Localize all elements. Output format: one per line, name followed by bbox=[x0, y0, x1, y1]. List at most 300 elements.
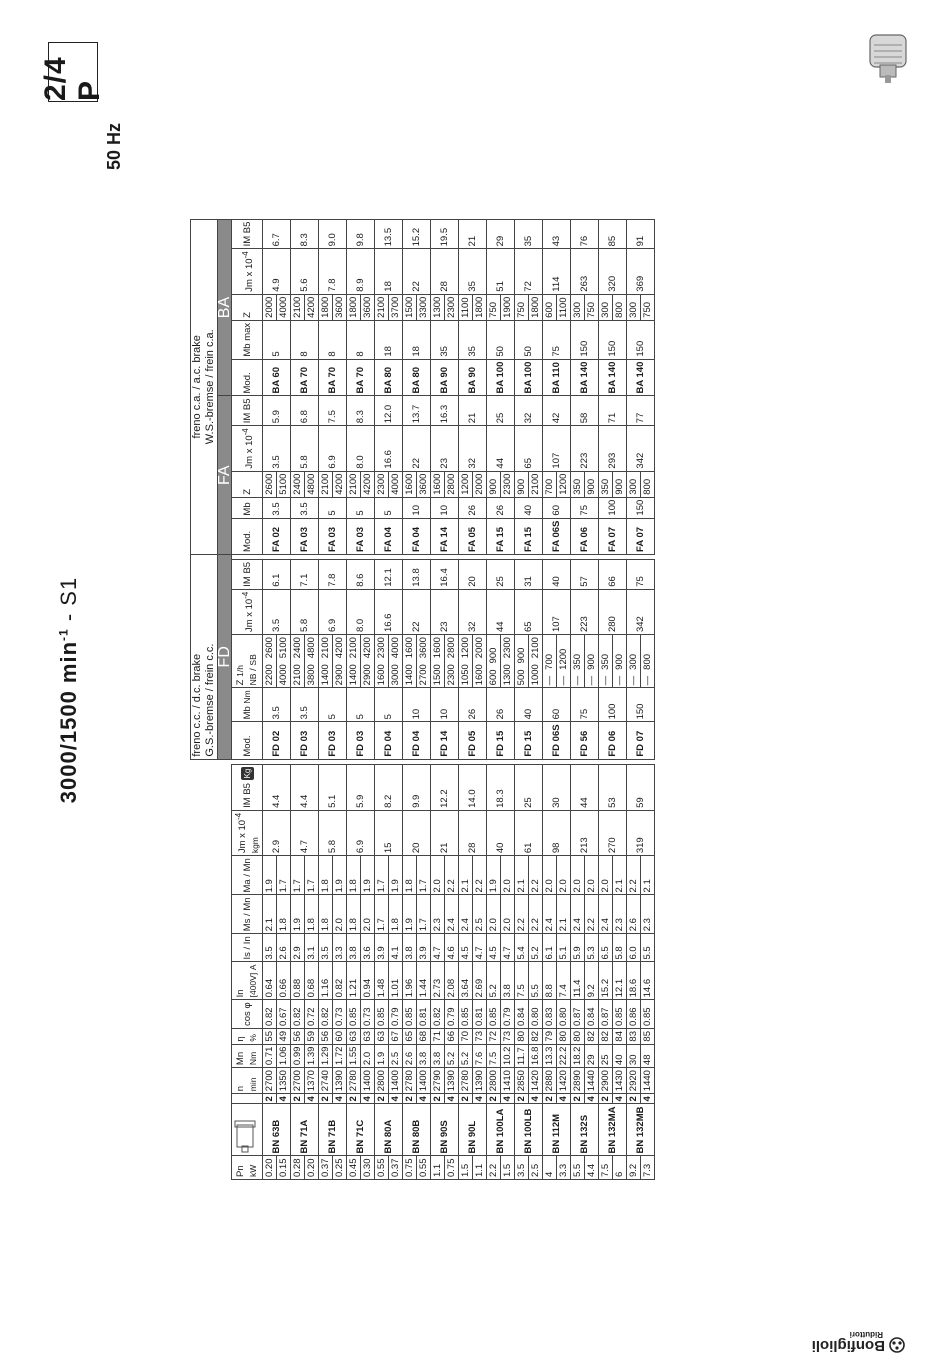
is-cell: 5.9 bbox=[571, 934, 585, 962]
fd-mb-cell: 75 bbox=[571, 688, 599, 722]
is-cell: 3.5 bbox=[263, 934, 277, 962]
is-cell: 5.8 bbox=[613, 934, 627, 962]
jm-cell: 61 bbox=[515, 810, 543, 855]
ba-mod-cell: BA 90 bbox=[431, 359, 459, 396]
fd-nb-value: 1600 bbox=[376, 664, 388, 686]
ba-z0-cell: 1500 bbox=[403, 294, 417, 320]
eta-cell: 80 bbox=[557, 1028, 571, 1044]
cos-cell: 0.82 bbox=[263, 1000, 277, 1029]
col-fa-mod: Mod. bbox=[232, 518, 263, 554]
ms-cell: 2.4 bbox=[459, 895, 473, 934]
ms-cell: 2.4 bbox=[571, 895, 585, 934]
fd-nb-value: 2300 bbox=[446, 664, 458, 686]
ba-mod-cell: BA 80 bbox=[375, 359, 403, 396]
jm-cell: 2.9 bbox=[263, 810, 291, 855]
cos-cell: 0.73 bbox=[361, 1000, 375, 1029]
ba-z0-cell: 800 bbox=[613, 294, 627, 320]
fd-kg-cell: 16.4 bbox=[431, 559, 459, 589]
spacer bbox=[571, 759, 585, 764]
poles-cell: 4 bbox=[529, 1094, 543, 1104]
fa-mb-cell: 3.5 bbox=[263, 497, 291, 518]
in-cell: 9.2 bbox=[585, 962, 599, 1000]
fa-mb-cell: 60 bbox=[543, 497, 571, 518]
spacer bbox=[333, 759, 347, 764]
ba-mod-cell: BA 90 bbox=[459, 359, 487, 396]
ba-z0-cell: 3700 bbox=[389, 294, 403, 320]
ba-z0-cell: 300 bbox=[627, 294, 641, 320]
fa-z0-cell: 2000 bbox=[473, 471, 487, 497]
spacer bbox=[571, 554, 585, 559]
col-poles bbox=[232, 1094, 263, 1104]
cos-cell: 0.87 bbox=[599, 1000, 613, 1029]
fd-nb-value: 1000 bbox=[530, 664, 542, 686]
fd-sb-value: 2800 bbox=[446, 637, 458, 659]
fa-mod-cell: FA 05 bbox=[459, 518, 487, 554]
spacer bbox=[529, 759, 543, 764]
fd-kg-cell: 40 bbox=[543, 559, 571, 589]
jm-cell: 21 bbox=[431, 810, 459, 855]
ba-z0-cell: 4000 bbox=[277, 294, 291, 320]
ms-cell: 2.5 bbox=[473, 895, 487, 934]
cos-cell: 0.86 bbox=[627, 1000, 641, 1029]
n-cell: 2780 bbox=[403, 1068, 417, 1094]
cos-cell: 0.73 bbox=[333, 1000, 347, 1029]
ba-z0-cell: 300 bbox=[599, 294, 613, 320]
spacer bbox=[613, 759, 627, 764]
fd-nb-value: 1300 bbox=[502, 664, 514, 686]
ms-cell: 2.6 bbox=[627, 895, 641, 934]
jm-cell: 15 bbox=[375, 810, 403, 855]
spacer bbox=[277, 554, 291, 559]
fd-z0-cell bbox=[557, 635, 571, 688]
in-cell: 2.08 bbox=[445, 962, 459, 1000]
ba-z0-cell: 1800 bbox=[473, 294, 487, 320]
eta-cell: 70 bbox=[459, 1028, 473, 1044]
fa-mod-cell: FA 15 bbox=[487, 518, 515, 554]
spacer bbox=[627, 759, 641, 764]
jm-cell: 20 bbox=[403, 810, 431, 855]
ba-jm-cell: 22 bbox=[403, 249, 431, 294]
is-cell: 5.4 bbox=[515, 934, 529, 962]
fd-mod-cell: FD 03 bbox=[347, 722, 375, 759]
fa-mod-cell: FA 15 bbox=[515, 518, 543, 554]
fa-jm-cell: 44 bbox=[487, 426, 515, 471]
speed-rating bbox=[56, 470, 82, 910]
ma-cell: 1.9 bbox=[487, 856, 501, 895]
eta-cell: 79 bbox=[543, 1028, 557, 1044]
fd-kg-cell: 75 bbox=[627, 559, 655, 589]
fd-mod-cell: FD 06 bbox=[599, 722, 627, 759]
n-cell: 1390 bbox=[473, 1068, 487, 1094]
ba-mod-cell: BA 140 bbox=[571, 359, 599, 396]
bonfiglioli-logo-icon bbox=[889, 1338, 905, 1354]
fd-z0-cell bbox=[571, 635, 585, 688]
ms-cell: 1.7 bbox=[375, 895, 389, 934]
fd-mb-cell: 5 bbox=[319, 688, 347, 722]
mn-cell: 1.72 bbox=[333, 1044, 347, 1068]
ba-z0-cell: 1300 bbox=[431, 294, 445, 320]
spacer bbox=[403, 759, 417, 764]
pn-cell: 2.2 bbox=[487, 1156, 501, 1180]
ms-cell: 1.9 bbox=[291, 895, 305, 934]
fa-z0-cell: 800 bbox=[641, 471, 655, 497]
ms-cell: 1.8 bbox=[305, 895, 319, 934]
ba-jm-cell: 369 bbox=[627, 249, 655, 294]
fd-nb-value: — bbox=[586, 675, 598, 686]
col-in: In [400V] A bbox=[232, 962, 263, 1000]
fd-z0-cell bbox=[459, 635, 473, 688]
ma-cell: 1.8 bbox=[319, 856, 333, 895]
is-cell: 6.0 bbox=[627, 934, 641, 962]
cos-cell: 0.84 bbox=[585, 1000, 599, 1029]
spacer bbox=[585, 554, 599, 559]
fd-sb-value: 4000 bbox=[390, 637, 402, 659]
fa-z0-cell: 3600 bbox=[417, 471, 431, 497]
n-cell: 1390 bbox=[333, 1068, 347, 1094]
mn-cell: 1.39 bbox=[305, 1044, 319, 1068]
fd-sb-value: 4800 bbox=[306, 637, 318, 659]
table-row bbox=[319, 219, 333, 1179]
fd-nb-value: — bbox=[600, 675, 612, 686]
fd-mb-cell: 3.5 bbox=[263, 688, 291, 722]
ms-cell: 2.4 bbox=[445, 895, 459, 934]
poles-cell: 4 bbox=[305, 1094, 319, 1104]
fd-code: FD bbox=[218, 554, 232, 759]
ba-mb-cell: 8 bbox=[291, 320, 319, 359]
fa-mod-cell: FA 07 bbox=[627, 518, 655, 554]
in-cell: 1.44 bbox=[417, 962, 431, 1000]
fd-nb-value: — bbox=[572, 675, 584, 686]
fd-z0-cell bbox=[417, 635, 431, 688]
col-fd-z0: Z 1/h NB / SB bbox=[232, 635, 263, 688]
col-jm: Jm x $10^{-4}$ kgm bbox=[232, 810, 263, 855]
spacer bbox=[263, 554, 277, 559]
pn-cell: 9.2 bbox=[627, 1156, 641, 1180]
fa-z0-cell: 350 bbox=[599, 471, 613, 497]
fd-nb-value: 2900 bbox=[334, 664, 346, 686]
eta-cell: 63 bbox=[375, 1028, 389, 1044]
fd-nb-value: 1500 bbox=[432, 664, 444, 686]
ma-cell: 2.2 bbox=[529, 856, 543, 895]
jm-cell: 6.9 bbox=[347, 810, 375, 855]
mn-cell: 30 bbox=[627, 1044, 641, 1068]
ms-cell: 2.3 bbox=[613, 895, 627, 934]
ba-z0-cell: 750 bbox=[515, 294, 529, 320]
fd-jm-cell: 22 bbox=[403, 589, 431, 634]
jm-cell: 40 bbox=[487, 810, 515, 855]
ba-z0-cell: 1800 bbox=[319, 294, 333, 320]
is-cell: 3.5 bbox=[319, 934, 333, 962]
motor-cell: BN 80B bbox=[403, 1104, 431, 1156]
spacer bbox=[641, 554, 655, 559]
poles-cell: 2 bbox=[431, 1094, 445, 1104]
fa-mod-cell: FA 02 bbox=[263, 518, 291, 554]
spacer bbox=[487, 554, 501, 559]
col-ma-mn: Ma / Mn bbox=[232, 856, 263, 895]
motor-cell: BN 100LB bbox=[515, 1104, 543, 1156]
fd-nb-value: 1050 bbox=[460, 664, 472, 686]
ba-mod-cell: BA 110 bbox=[543, 359, 571, 396]
spacer bbox=[543, 554, 557, 559]
fa-kg-cell: 42 bbox=[543, 396, 571, 426]
is-cell: 4.7 bbox=[473, 934, 487, 962]
eta-cell: 67 bbox=[389, 1028, 403, 1044]
fd-z0-cell bbox=[515, 635, 529, 688]
mn-cell: 25 bbox=[599, 1044, 613, 1068]
fa-mb-cell: 10 bbox=[431, 497, 459, 518]
fd-jm-cell: 44 bbox=[487, 589, 515, 634]
in-cell: 15.2 bbox=[599, 962, 613, 1000]
spacer bbox=[515, 554, 529, 559]
motor-cell: BN 71C bbox=[347, 1104, 375, 1156]
ba-jm-cell: 8.9 bbox=[347, 249, 375, 294]
col-fa-jm: Jm x $10^{-4}$ bbox=[232, 426, 263, 471]
fd-mb-cell: 40 bbox=[515, 688, 543, 722]
spacer bbox=[445, 554, 459, 559]
pn-cell: 0.28 bbox=[291, 1156, 305, 1180]
spacer bbox=[585, 759, 599, 764]
ba-jm-cell: 18 bbox=[375, 249, 403, 294]
fd-z0-cell bbox=[445, 635, 459, 688]
eta-cell: 56 bbox=[319, 1028, 333, 1044]
cos-cell: 0.85 bbox=[403, 1000, 417, 1029]
fa-mod-cell: FA 03 bbox=[347, 518, 375, 554]
fd-sb-value: 900 bbox=[586, 653, 598, 670]
poles-cell: 2 bbox=[571, 1094, 585, 1104]
poles-cell: 4 bbox=[501, 1094, 515, 1104]
in-cell: 8.8 bbox=[543, 962, 557, 1000]
ba-mb-cell: 150 bbox=[599, 320, 627, 359]
fd-z0-cell bbox=[291, 635, 305, 688]
eta-cell: 73 bbox=[501, 1028, 515, 1044]
ba-mod-cell: BA 100 bbox=[515, 359, 543, 396]
in-cell: 7.5 bbox=[515, 962, 529, 1000]
n-cell: 2780 bbox=[459, 1068, 473, 1094]
brand-sub: Riduttori bbox=[849, 1330, 883, 1339]
fd-nb-value: — bbox=[628, 675, 640, 686]
spacer bbox=[473, 554, 487, 559]
fd-mod-cell: FD 04 bbox=[375, 722, 403, 759]
col-mn: Mn Nm bbox=[232, 1044, 263, 1068]
spacer bbox=[403, 554, 417, 559]
motor-cell: BN 63B bbox=[263, 1104, 291, 1156]
ba-z0-cell: 750 bbox=[487, 294, 501, 320]
ba-jm-cell: 4.9 bbox=[263, 249, 291, 294]
n-cell: 2700 bbox=[291, 1068, 305, 1094]
fd-mb-cell: 100 bbox=[599, 688, 627, 722]
is-cell: 5.3 bbox=[585, 934, 599, 962]
ma-cell: 2.2 bbox=[445, 856, 459, 895]
eta-cell: 82 bbox=[529, 1028, 543, 1044]
kg-cell: 5.1 bbox=[319, 764, 347, 810]
brake-title-row bbox=[191, 219, 218, 1179]
pn-cell: 1.1 bbox=[473, 1156, 487, 1180]
col-motor bbox=[232, 1104, 263, 1156]
col-fa-mb: Mb bbox=[232, 497, 263, 518]
n-cell: 1440 bbox=[641, 1068, 655, 1094]
kg-cell: 14.0 bbox=[459, 764, 487, 810]
is-cell: 2.9 bbox=[291, 934, 305, 962]
ma-cell: 2.0 bbox=[571, 856, 585, 895]
ma-cell: 1.7 bbox=[305, 856, 319, 895]
fd-sb-value: 5100 bbox=[278, 637, 290, 659]
fd-nb-value: 2200 bbox=[264, 664, 276, 686]
motor-cell: BN 90L bbox=[459, 1104, 487, 1156]
in-cell: 3.8 bbox=[501, 962, 515, 1000]
spacer bbox=[291, 554, 305, 559]
fd-jm-cell: 280 bbox=[599, 589, 627, 634]
fd-nb-value: 1400 bbox=[320, 664, 332, 686]
ba-jm-cell: 28 bbox=[431, 249, 459, 294]
cos-cell: 0.79 bbox=[501, 1000, 515, 1029]
motor-cell: BN 132MA bbox=[599, 1104, 627, 1156]
fd-z0-cell bbox=[305, 635, 319, 688]
mn-cell: 3.8 bbox=[431, 1044, 445, 1068]
fd-sb-value: 2400 bbox=[292, 637, 304, 659]
speed-suffix: - S1 bbox=[56, 576, 81, 629]
fd-z0-cell bbox=[263, 635, 277, 688]
pn-cell: 3.3 bbox=[557, 1156, 571, 1180]
n-cell: 2700 bbox=[263, 1068, 277, 1094]
fd-sb-value: 900 bbox=[488, 647, 500, 664]
fd-nb-value: 2700 bbox=[418, 664, 430, 686]
fd-mod-cell: FD 15 bbox=[515, 722, 543, 759]
ma-cell: 1.9 bbox=[263, 856, 277, 895]
eta-cell: 56 bbox=[291, 1028, 305, 1044]
fa-z0-cell: 900 bbox=[585, 471, 599, 497]
spacer bbox=[557, 554, 571, 559]
fd-jm-cell: 107 bbox=[543, 589, 571, 634]
ms-cell: 2.0 bbox=[361, 895, 375, 934]
ma-cell: 2.0 bbox=[557, 856, 571, 895]
mn-cell: 7.5 bbox=[487, 1044, 501, 1068]
fa-mb-cell: 10 bbox=[403, 497, 431, 518]
fa-z0-cell: 2100 bbox=[319, 471, 333, 497]
fd-sb-value: 700 bbox=[544, 653, 556, 670]
ba-jm-cell: 7.8 bbox=[319, 249, 347, 294]
fd-sb-value: 1200 bbox=[558, 648, 570, 670]
fd-z0-cell bbox=[487, 635, 501, 688]
fd-nb-value: 4000 bbox=[278, 664, 290, 686]
cos-cell: 0.72 bbox=[305, 1000, 319, 1029]
motor-cell: BN 80A bbox=[375, 1104, 403, 1156]
ma-cell: 1.9 bbox=[361, 856, 375, 895]
fd-z0-cell bbox=[375, 635, 389, 688]
fd-mod-cell: FD 03 bbox=[319, 722, 347, 759]
fd-sb-value: 2600 bbox=[264, 637, 276, 659]
n-cell: 2920 bbox=[627, 1068, 641, 1094]
col-fa-z0: Z bbox=[232, 471, 263, 497]
pn-cell: 6 bbox=[613, 1156, 627, 1180]
cos-cell: 0.83 bbox=[543, 1000, 557, 1029]
ma-cell: 2.1 bbox=[613, 856, 627, 895]
ma-cell: 2.1 bbox=[459, 856, 473, 895]
ba-z0-cell: 1100 bbox=[459, 294, 473, 320]
ba-z0-cell: 1900 bbox=[501, 294, 515, 320]
fd-nb-value: 3000 bbox=[390, 664, 402, 686]
eta-cell: 82 bbox=[585, 1028, 599, 1044]
spacer bbox=[445, 759, 459, 764]
jm-cell: 5.8 bbox=[319, 810, 347, 855]
ms-cell: 2.2 bbox=[529, 895, 543, 934]
is-cell: 5.5 bbox=[641, 934, 655, 962]
fd-sb-value: 1600 bbox=[432, 637, 444, 659]
eta-cell: 68 bbox=[417, 1028, 431, 1044]
ma-cell: 2.0 bbox=[431, 856, 445, 895]
poles-cell: 2 bbox=[515, 1094, 529, 1104]
in-cell: 7.4 bbox=[557, 962, 571, 1000]
pn-cell: 0.45 bbox=[347, 1156, 361, 1180]
fd-z0-cell bbox=[599, 635, 613, 688]
jm-cell: 28 bbox=[459, 810, 487, 855]
ba-z0-cell: 3600 bbox=[333, 294, 347, 320]
is-cell: 3.1 bbox=[305, 934, 319, 962]
fa-z0-cell: 900 bbox=[613, 471, 627, 497]
in-cell: 5.2 bbox=[487, 962, 501, 1000]
n-cell: 2780 bbox=[347, 1068, 361, 1094]
is-cell: 4.6 bbox=[445, 934, 459, 962]
fd-mb-cell: 150 bbox=[627, 688, 655, 722]
ba-mod-cell: BA 70 bbox=[347, 359, 375, 396]
eta-cell: 59 bbox=[305, 1028, 319, 1044]
table-row bbox=[403, 219, 417, 1179]
ba-jm-cell: 320 bbox=[599, 249, 627, 294]
ms-cell: 2.2 bbox=[515, 895, 529, 934]
page-title: 2/4 P bbox=[39, 56, 106, 101]
fd-z0-cell bbox=[333, 635, 347, 688]
poles-cell: 2 bbox=[459, 1094, 473, 1104]
kg-cell: 53 bbox=[599, 764, 627, 810]
ma-cell: 1.7 bbox=[417, 856, 431, 895]
fa-jm-cell: 293 bbox=[599, 426, 627, 471]
fa-z0-cell: 2100 bbox=[529, 471, 543, 497]
n-cell: 1430 bbox=[613, 1068, 627, 1094]
motor-cell: BN 112M bbox=[543, 1104, 571, 1156]
spacer bbox=[487, 759, 501, 764]
ma-cell: 2.2 bbox=[473, 856, 487, 895]
in-cell: 0.68 bbox=[305, 962, 319, 1000]
fd-nb-value: — bbox=[642, 675, 654, 686]
col-ba-mod: Mod. bbox=[232, 359, 263, 396]
fa-kg-cell: 5.9 bbox=[263, 396, 291, 426]
ms-cell: 2.1 bbox=[263, 895, 277, 934]
mn-cell: 3.8 bbox=[417, 1044, 431, 1068]
fa-z0-cell: 300 bbox=[627, 471, 641, 497]
spacer bbox=[599, 759, 613, 764]
n-cell: 2800 bbox=[487, 1068, 501, 1094]
ba-z0-cell: 3300 bbox=[417, 294, 431, 320]
fd-jm-cell: 6.9 bbox=[319, 589, 347, 634]
eta-cell: 71 bbox=[431, 1028, 445, 1044]
cos-cell: 0.85 bbox=[459, 1000, 473, 1029]
fd-mod-cell: FD 04 bbox=[403, 722, 431, 759]
in-cell: 11.4 bbox=[571, 962, 585, 1000]
fd-sb-value: 2100 bbox=[348, 637, 360, 659]
fd-z0-cell bbox=[431, 635, 445, 688]
fa-mod-cell: FA 04 bbox=[403, 518, 431, 554]
poles-cell: 4 bbox=[585, 1094, 599, 1104]
spacer bbox=[333, 554, 347, 559]
ba-mb-cell: 5 bbox=[263, 320, 291, 359]
motor-photo-icon bbox=[860, 25, 916, 85]
spacer bbox=[543, 759, 557, 764]
ba-kg-cell: 9.0 bbox=[319, 219, 347, 249]
ms-cell: 2.1 bbox=[557, 895, 571, 934]
fa-z0-cell: 1200 bbox=[459, 471, 473, 497]
fd-mod-cell: FD 02 bbox=[263, 722, 291, 759]
is-cell: 3.9 bbox=[417, 934, 431, 962]
mn-cell: 18.2 bbox=[571, 1044, 585, 1068]
